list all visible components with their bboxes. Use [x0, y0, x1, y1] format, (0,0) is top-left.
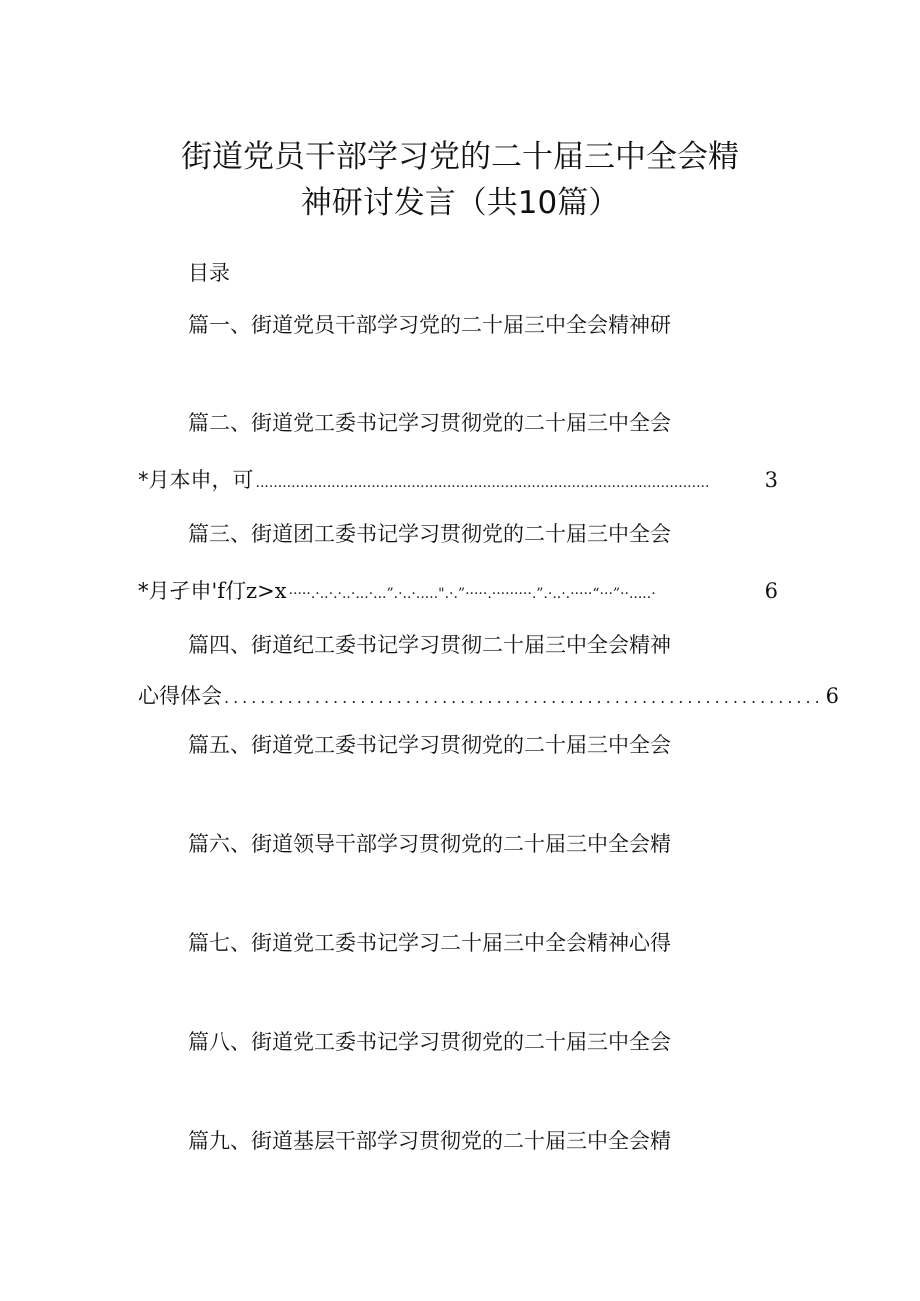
toc-entry-4-continuation[interactable] [138, 682, 840, 710]
toc-page-number: 6 [825, 684, 840, 708]
toc-entry-4-cont-text: 心得体会 [138, 684, 222, 708]
toc-entry-3-continuation[interactable] [138, 577, 778, 605]
toc-entry-8[interactable]: 篇八、街道党工委书记学习贯彻党的二十届三中全会 [188, 1030, 671, 1054]
toc-entry-4[interactable]: 篇四、街道纪工委书记学习贯彻二十届三中全会精神 [188, 633, 671, 657]
toc-page-number: 6 [764, 579, 778, 603]
document-title-line-1: 街道党员干部学习党的二十届三中全会精 [181, 139, 739, 175]
toc-entry-3[interactable]: 篇三、街道团工委书记学习贯彻党的二十届三中全会 [188, 522, 671, 546]
toc-heading: 目录 [188, 261, 230, 285]
toc-leader-dots: ...................................................................................................... [255, 475, 710, 491]
toc-leader-dots: .................................................................. [224, 688, 824, 707]
toc-entry-9[interactable]: 篇九、街道基层干部学习贯彻党的二十届三中全会精 [188, 1129, 671, 1153]
toc-entry-2[interactable]: 篇二、街道党工委书记学习贯彻党的二十届三中全会 [188, 411, 671, 435]
toc-entry-2-cont-text: *月本申，可 [138, 468, 254, 492]
toc-entry-5[interactable]: 篇五、街道党工委书记学习贯彻党的二十届三中全会 [188, 733, 671, 757]
toc-entry-6[interactable]: 篇六、街道领导干部学习贯彻党的二十届三中全会精 [188, 832, 671, 856]
toc-entry-7[interactable]: 篇七、街道党工委书记学习二十届三中全会精神心得 [188, 931, 671, 955]
toc-entry-2-continuation[interactable] [138, 466, 778, 494]
document-title-line-2: 神研讨发言（共10篇） [300, 185, 620, 221]
toc-page-number: 3 [764, 468, 778, 492]
toc-leader-dots: ·····.·..·.·..·...·...”.·..·.....".·.”·····.·········.”.·..·.·····“···”··.....· [288, 586, 656, 602]
toc-entry-1[interactable]: 篇一、街道党员干部学习党的二十届三中全会精神研 [188, 313, 671, 337]
toc-entry-3-cont-text: *月孑申'f仃z>x [138, 579, 287, 603]
